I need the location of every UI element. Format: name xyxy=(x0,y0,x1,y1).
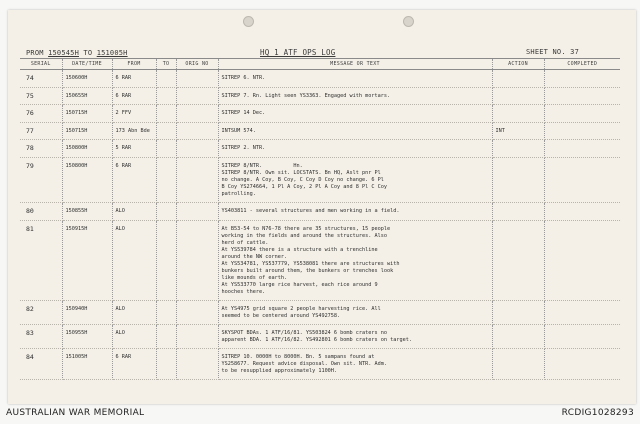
from-cell: 6 RAR xyxy=(112,348,156,379)
sheet-number xyxy=(526,48,579,56)
action-cell xyxy=(492,140,544,158)
message-cell: INTSUM 574. xyxy=(218,122,492,140)
orig-cell xyxy=(176,300,218,324)
completed-cell xyxy=(544,348,620,379)
col-message: MESSAGE OR TEXT xyxy=(218,59,492,70)
action-cell xyxy=(492,87,544,105)
sheet-value: 37 xyxy=(570,48,579,56)
message-cell: At YS4975 grid square 2 people harvesting rice. All seemed to be centered around YS492758. xyxy=(218,300,492,324)
period-from: 150545H xyxy=(48,49,79,57)
completed-cell xyxy=(544,87,620,105)
from-cell: 5 RAR xyxy=(112,140,156,158)
from-cell: ALO xyxy=(112,324,156,348)
orig-cell xyxy=(176,202,218,220)
from-cell: ALO xyxy=(112,300,156,324)
col-to: TO xyxy=(156,59,176,70)
to-cell xyxy=(156,202,176,220)
completed-cell xyxy=(544,105,620,123)
completed-cell xyxy=(544,70,620,88)
col-orig-no: ORIG NO xyxy=(176,59,218,70)
log-title: HQ 1 ATF OPS LOG xyxy=(260,48,336,57)
serial-cell: 84 xyxy=(20,348,62,379)
datetime-cell: 150715H xyxy=(62,122,112,140)
message-cell: SITREP 10. 0000H to 8000H. Bn. 5 sampans found at YS258677. Request advice disposal. Own sit. NTR. Adm. to be resupplied approximately 1100H. xyxy=(218,348,492,379)
datetime-cell: 150915H xyxy=(62,220,112,300)
action-cell xyxy=(492,105,544,123)
to-cell xyxy=(156,157,176,202)
action-cell xyxy=(492,324,544,348)
from-cell: 173 Abn Bde xyxy=(112,122,156,140)
completed-cell xyxy=(544,140,620,158)
orig-cell xyxy=(176,87,218,105)
period-to: 151005H xyxy=(96,49,128,57)
to-cell xyxy=(156,220,176,300)
col-from: FROM xyxy=(112,59,156,70)
orig-cell xyxy=(176,105,218,123)
col-completed: COMPLETED xyxy=(544,59,620,70)
table-row xyxy=(20,157,620,202)
to-cell xyxy=(156,140,176,158)
punch-hole xyxy=(403,16,414,27)
action-cell xyxy=(492,220,544,300)
from-cell: 2 FFV xyxy=(112,105,156,123)
orig-cell xyxy=(176,348,218,379)
message-cell: At B53-54 to N76-78 there are 35 structures, 15 people working in the fields and around the structures. Also herd of cattle. At YS539784 there is a structure with a trenchline around the NW corner. At YS534781, YS537779, YS538081 there are structures with bunkers built around them, the bunkers or trenches look like mounds of earth. At YS533770 large rice harvest, each rice around 9 hooches there. xyxy=(218,220,492,300)
datetime-cell: 150715H xyxy=(62,105,112,123)
completed-cell xyxy=(544,220,620,300)
action-cell xyxy=(492,300,544,324)
action-cell: INT xyxy=(492,122,544,140)
action-cell xyxy=(492,157,544,202)
footer-record-id: RCDIG1028293 xyxy=(561,408,634,418)
datetime-cell: 151005H xyxy=(62,348,112,379)
from-cell: 6 RAR xyxy=(112,70,156,88)
to-cell xyxy=(156,348,176,379)
from-cell: 6 RAR xyxy=(112,87,156,105)
to-cell xyxy=(156,105,176,123)
serial-cell: 81 xyxy=(20,220,62,300)
action-cell xyxy=(492,348,544,379)
serial-cell: 78 xyxy=(20,140,62,158)
message-cell: SITREP 14 Dec. xyxy=(218,105,492,123)
period-range xyxy=(26,49,128,57)
table-row xyxy=(20,87,620,105)
to-cell xyxy=(156,70,176,88)
orig-cell xyxy=(176,70,218,88)
table-header-row xyxy=(20,59,620,70)
col-serial: SERIAL xyxy=(20,59,62,70)
message-cell: SITREP 7. Rn. Light seen YS3363. Engaged with mortars. xyxy=(218,87,492,105)
message-cell: SKYSPOT BDAs. 1 ATF/16/81. YS503824 6 bomb craters no apparent BDA. 1 ATF/16/82. YS492801 6 bomb craters on target. xyxy=(218,324,492,348)
table-row xyxy=(20,122,620,140)
datetime-cell: 150855H xyxy=(62,202,112,220)
completed-cell xyxy=(544,300,620,324)
action-cell xyxy=(492,70,544,88)
table-row xyxy=(20,324,620,348)
serial-cell: 74 xyxy=(20,70,62,88)
sheet-label: SHEET NO. xyxy=(526,48,566,56)
orig-cell xyxy=(176,220,218,300)
datetime-cell: 150600H xyxy=(62,70,112,88)
table-row xyxy=(20,202,620,220)
datetime-cell: 150800H xyxy=(62,157,112,202)
table-row xyxy=(20,300,620,324)
serial-cell: 82 xyxy=(20,300,62,324)
serial-cell: 80 xyxy=(20,202,62,220)
serial-cell: 77 xyxy=(20,122,62,140)
footer-institution: AUSTRALIAN WAR MEMORIAL xyxy=(6,408,145,418)
completed-cell xyxy=(544,157,620,202)
table-row xyxy=(20,105,620,123)
col-datetime: DATE/TIME xyxy=(62,59,112,70)
period-label: PROM xyxy=(26,49,44,57)
table-row xyxy=(20,140,620,158)
to-cell xyxy=(156,122,176,140)
orig-cell xyxy=(176,324,218,348)
table-row xyxy=(20,220,620,300)
message-cell: SITREP 8/NTR. Hn. SITREP 8/NTR. Own sit. LOCSTATS. Bn HQ, Aslt pnr Pl no change. A Coy, B Coy, C Coy D Coy no change. 6 Pl B Coy YS274664, 1 Pl A Coy, 2 Pl A Coy and 8 Pl C Coy patrolling. xyxy=(218,157,492,202)
to-cell xyxy=(156,87,176,105)
col-action: ACTION xyxy=(492,59,544,70)
serial-cell: 83 xyxy=(20,324,62,348)
completed-cell xyxy=(544,122,620,140)
period-to-label: TO xyxy=(83,49,93,57)
completed-cell xyxy=(544,324,620,348)
datetime-cell: 150655H xyxy=(62,87,112,105)
orig-cell xyxy=(176,140,218,158)
message-cell: SITREP 2. NTR. xyxy=(218,140,492,158)
punch-hole xyxy=(243,16,254,27)
from-cell: ALO xyxy=(112,202,156,220)
table-row xyxy=(20,348,620,379)
serial-cell: 75 xyxy=(20,87,62,105)
datetime-cell: 150800H xyxy=(62,140,112,158)
serial-cell: 76 xyxy=(20,105,62,123)
to-cell xyxy=(156,324,176,348)
completed-cell xyxy=(544,202,620,220)
action-cell xyxy=(492,202,544,220)
serial-cell: 79 xyxy=(20,157,62,202)
ops-log-table xyxy=(20,58,620,380)
orig-cell xyxy=(176,122,218,140)
from-cell: 6 RAR xyxy=(112,157,156,202)
message-cell: YS403811 - several structures and men working in a field. xyxy=(218,202,492,220)
orig-cell xyxy=(176,157,218,202)
table-row xyxy=(20,70,620,88)
to-cell xyxy=(156,300,176,324)
from-cell: ALO xyxy=(112,220,156,300)
datetime-cell: 150955H xyxy=(62,324,112,348)
message-cell: SITREP 6. NTR. xyxy=(218,70,492,88)
datetime-cell: 150940H xyxy=(62,300,112,324)
